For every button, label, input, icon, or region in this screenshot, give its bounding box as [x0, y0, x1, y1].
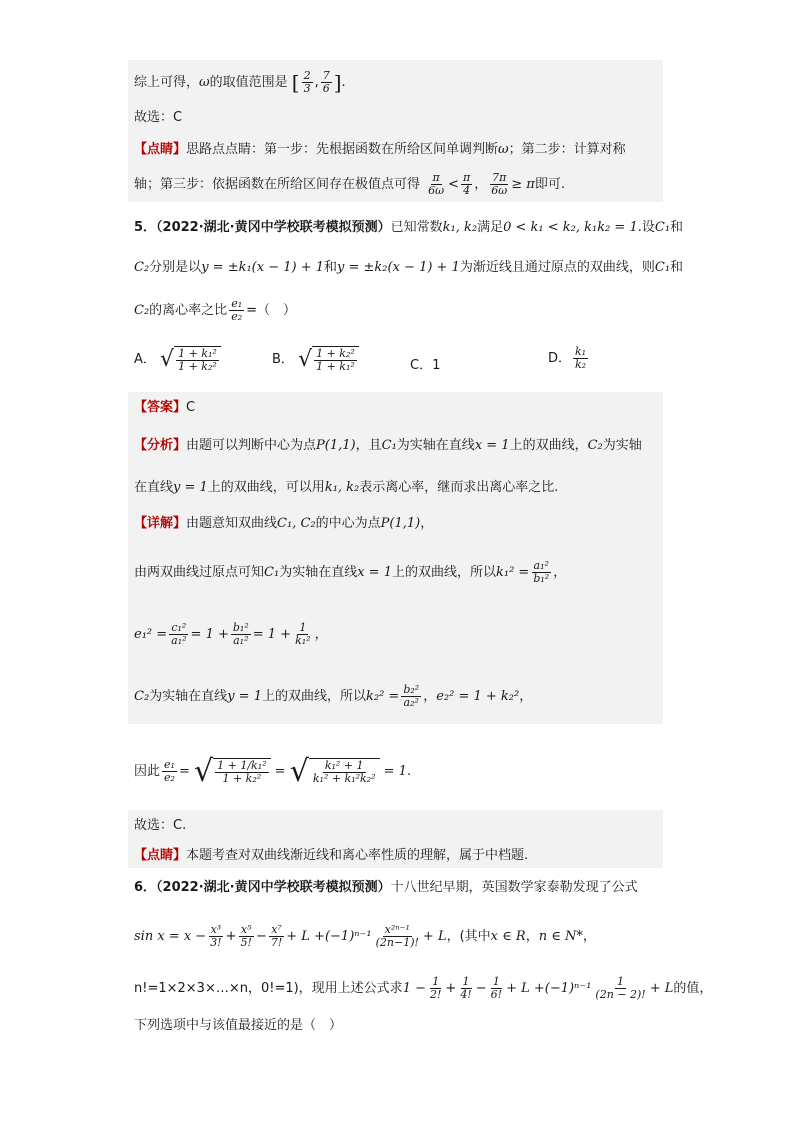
q5-option-a[interactable]: A． √ $\frac{\text{1 + k₁²}}{\text{1 + k₂²}}$	[134, 346, 221, 373]
q5-line2: C₂分别是以y = ±k₁(x − 1) + 1和y = ±k₂(x − 1) + 1为渐近线且通过原点的双曲线，则C₁和	[134, 260, 684, 275]
analysis-line2: 在直线y = 1上的双曲线，可以用k₁, k₂表示离心率，继而求出离心率之比.	[134, 480, 559, 495]
q5-line1: 5．（2022·湖北·黄冈中学校联考模拟预测）已知常数k₁, k₂满足0 < k₁ < k₂, k₁k₂ = 1.设C₁和	[134, 220, 684, 235]
q6-line1: 6．（2022·湖北·黄冈中学校联考模拟预测）十八世纪早期，英国数学家泰勒发现了公式	[134, 880, 638, 895]
block1-answer: 故选：C	[134, 110, 183, 125]
block1-line1: 综上可得，ω的取值范围是 [ $\frac{2}{3}$ , $\frac{7}{6}$ ].	[134, 69, 346, 95]
detail-line2: 由两双曲线过原点可知C₁为实轴在直线x = 1上的双曲线，所以k₁² = $\frac{\text{a₁²}}{\text{b₁²}}$ ，	[134, 559, 567, 585]
q6-line4: 下列选项中与该值最接近的是（ ）	[134, 1018, 343, 1033]
choose-line: 故选：C.	[134, 818, 187, 833]
detail-line1: 【详解】由题意知双曲线C₁, C₂的中心为点P(1,1)，	[134, 516, 434, 531]
tip-line: 【点睛】本题考查对双曲线渐近线和离心率性质的理解，属于中档题.	[134, 848, 529, 863]
detail-line4: C₂为实轴在直线y = 1上的双曲线，所以k₂² = $\frac{\text{b₂²}}{\text{a₂²}}$ ，e₂² = 1 + k₂²，	[134, 683, 533, 709]
detail-line5: 因此 $\frac{\text{e₁}}{\text{e₂}}$ = √ $\frac{\text{1 + 1/k₁²}}{\text{1 + k₂²}}$ = √ $\frac{\text{k₁² + 1}}{\text{k₁² + k₁²k₂²}}$ = 1.	[134, 753, 412, 789]
q5-option-b[interactable]: B． √ $\frac{\text{1 + k₂²}}{\text{1 + k₁²}}$	[272, 346, 359, 373]
answer-line: 【答案】C	[134, 400, 196, 415]
q5-option-c[interactable]: C．1	[410, 358, 441, 373]
q5-option-d[interactable]: D． $\frac{\text{k₁}}{\text{k₂}}$	[548, 345, 587, 371]
q6-line3: n!=1×2×3×…×n，0!=1)，现用上述公式求1 − $\frac{1}{2!}$ + $\frac{1}{4!}$ − $\frac{1}{6!}$ + L +(−1)ⁿ⁻¹ $\frac{1}{(2n - 2)!}$ + L的值，	[134, 975, 713, 1001]
block1-tip-line1: 【点睛】思路点点睛：第一步：先根据函数在所给区间单调判断ω；第二步：计算对称	[134, 142, 626, 157]
q5-line3: C₂的离心率之比 $\frac{\text{e₁}}{\text{e₂}}$ =（ ）	[134, 297, 297, 323]
detail-line3: e₁² = $\frac{\text{c₁²}}{\text{a₁²}}$ = 1 + $\frac{\text{b₁²}}{\text{a₁²}}$ = 1 + $\frac{1}{\text{k₁²}}$ ，	[134, 621, 328, 647]
block1-tip-line2: 轴；第三步：依据函数在所给区间存在极值点可得 $\frac{\pi}{6\omega}$ < $\frac{\pi}{4}$ ， $\frac{7\pi}{6\omega}$ ≥ π即可.	[134, 171, 565, 197]
analysis-line1: 【分析】由题可以判断中心为点P(1,1)，且C₁为实轴在直线x = 1上的双曲线，C₂为实轴	[134, 438, 642, 453]
q6-formula-line: sin x = x − $\frac{\text{x³}}{3!}$ + $\frac{\text{x⁵}}{5!}$ − $\frac{\text{x⁷}}{7!}$ + L +(−1)ⁿ⁻¹ $\frac{\text{x²ⁿ⁻¹}}{(2n-1)!}$ + L，(其中x ∈ R，n ∈ N*，	[134, 923, 596, 949]
